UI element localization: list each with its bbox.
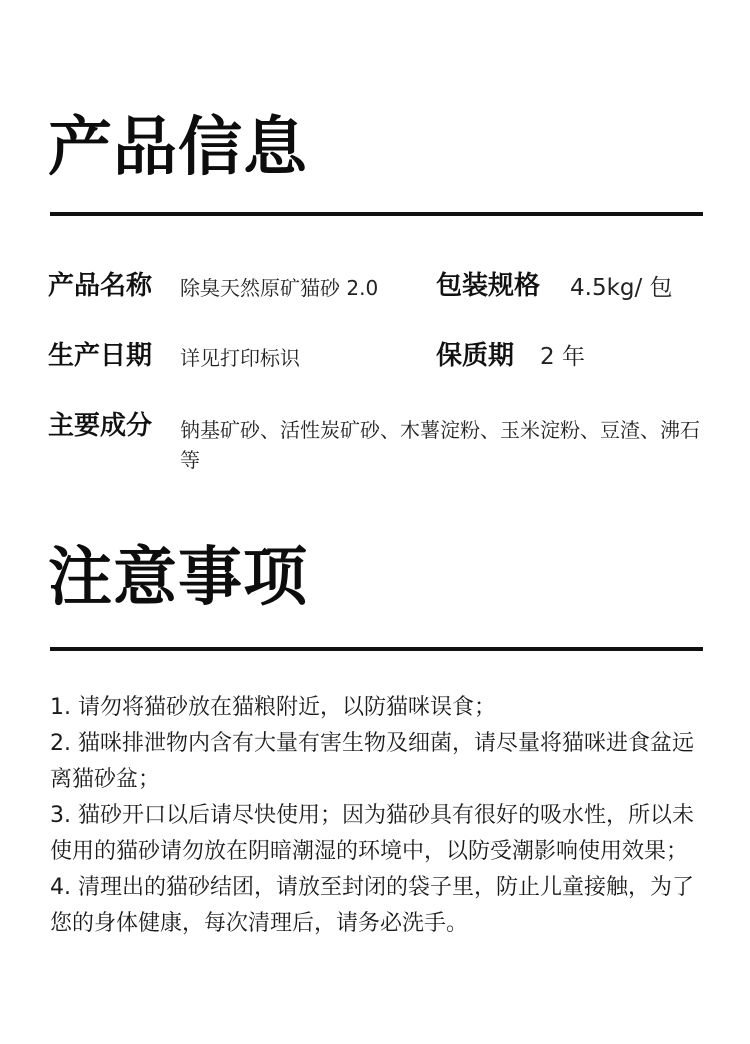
- precaution-item: 2. 猫咪排泄物内含有大量有害生物及细菌，请尽量将猫咪进食盆远离猫砂盆；: [50, 731, 694, 792]
- product-name-value: 除臭天然原矿猫砂 2.0: [180, 276, 379, 300]
- product-name-label: 产品名称: [48, 271, 153, 301]
- precaution-item: 4. 清理出的猫砂结团，请放至封闭的袋子里，防止儿童接触，为了您的身体健康，每次清理后，请务必洗手。: [50, 875, 694, 936]
- production-date-label: 生产日期: [48, 341, 153, 371]
- precautions-divider: [50, 647, 703, 651]
- precaution-item: 3. 猫砂开口以后请尽快使用；因为猫砂具有很好的吸水性，所以未使用的猫砂请勿放在阴暗潮湿的环境中，以防受潮影响使用效果；: [50, 803, 694, 864]
- ingredients-label: 主要成分: [48, 411, 153, 441]
- production-date-value: 详见打印标识: [180, 346, 300, 370]
- shelf-life-label: 保质期: [436, 341, 515, 371]
- product-info-title: 产品信息: [48, 111, 308, 185]
- package-spec-label: 包装规格: [436, 271, 541, 301]
- product-info-divider: [50, 212, 703, 216]
- precautions-list: [50, 690, 710, 942]
- shelf-life-value: 2 年: [540, 344, 585, 370]
- ingredients-value: 钠基矿砂、活性炭矿砂、木薯淀粉、玉米淀粉、豆渣、沸石等: [180, 418, 700, 472]
- package-spec-value: 4.5kg/ 包: [570, 275, 673, 301]
- precaution-item: 1. 请勿将猫砂放在猫粮附近，以防猫咪误食；: [50, 695, 496, 720]
- precautions-title: 注意事项: [48, 541, 308, 615]
